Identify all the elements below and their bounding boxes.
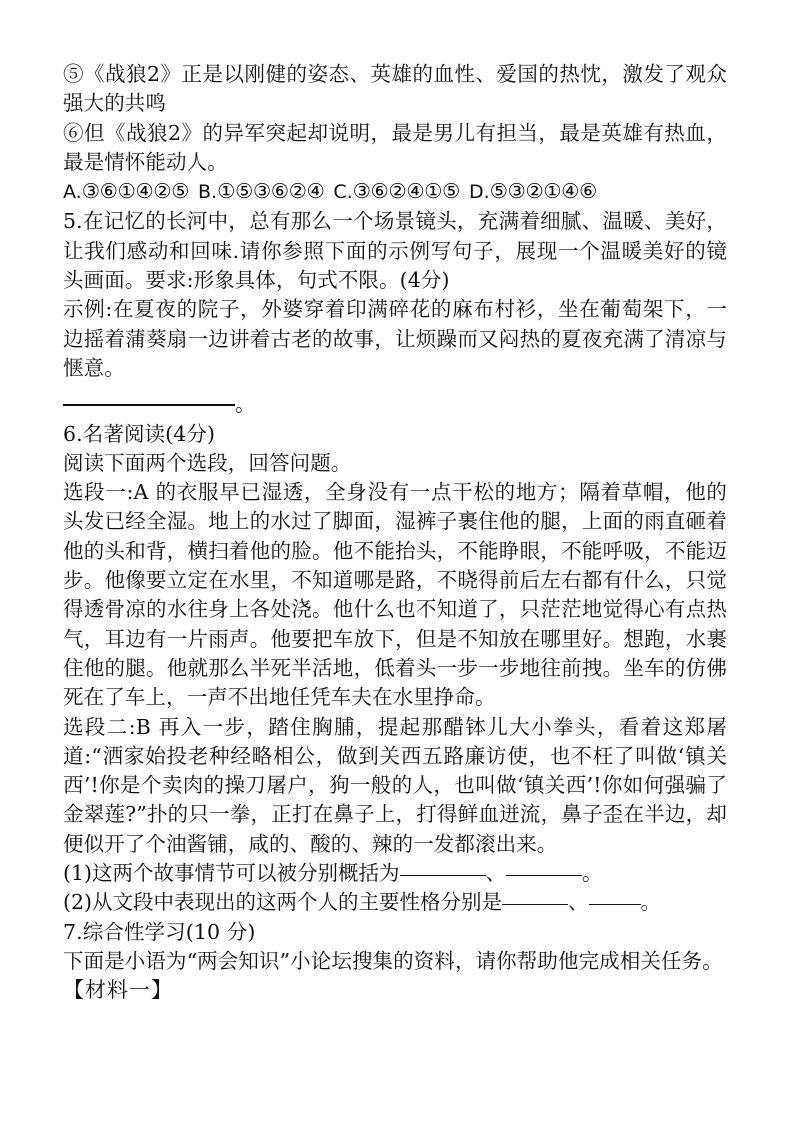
answer-option-d[interactable] [469,179,597,203]
material-one-heading: 【材料一】 [63,978,173,1003]
sentence-item-5: ⑤《战狼2》正是以刚健的姿态、英雄的血性、爱国的热忱，激发了观众强大的共鸣 [63,62,727,116]
answer-option-b-label: B. [197,181,218,204]
answer-blank-rule[interactable] [63,404,235,406]
question-6-sub-1-period: 。 [582,861,603,886]
answer-option-c[interactable] [333,179,460,203]
question-6-sub-1-blank-2[interactable] [506,875,582,876]
question-6-sub-1-separator: 、 [485,861,507,886]
question-6-sub-1-text: (1)这两个故事情节可以被分别概括为 [63,861,400,886]
answer-option-d-value: ⑤③②①④⑥ [489,179,597,204]
question-6-sub-2-period: 。 [640,890,662,915]
question-5-answer-line[interactable] [63,390,727,419]
answer-option-d-label: D. [468,181,490,204]
question-6-sub-2-blank-1[interactable] [502,904,568,905]
spacer-before-answer-line [63,383,727,390]
question-6-instruction: 阅读下面两个选段，回答问题。 [63,450,352,475]
answer-option-a-value: ③⑥①④②⑤ [81,179,189,204]
question-7-instruction: 下面是小语为“两会知识”小论坛搜集的资料，请你帮助他完成相关任务。 [63,948,723,973]
question-5-example: 示例:在夏夜的院子，外婆穿着印满碎花的麻布村衫，坐在葡萄架下，一边摇着蒲葵扇一边讲着古老的故事，让烦躁而又闷热的夏夜充满了清凉与惬意。 [63,297,727,380]
question-6-sub-2-text: (2)从文段中表现出的这两个人的主要性格分别是 [63,890,503,915]
question-5-stem: 5.在记忆的长河中，总有那么一个场景镜头，充满着细腻、温暖、美好，让我们感动和回味.请你参照下面的示例写句子，展现一个温暖美好的镜头画面。要求:形象具体，句式不限。(4分) [63,209,727,293]
answer-option-c-value: ③⑥②④①⑤ [352,179,460,204]
passage-one: 选段一:A 的衣服早已湿透，全身没有一点干松的地方；隔着草帽，他的头发已经全湿。地上的水过了脚面，湿裤子裹住他的腿，上面的雨直砸着他的头和背，横扫着他的脸。他不能抬头，不能睁眼，不能呼吸，不能迈步。他像要立定在水里，不知道哪是路，不晓得前后左右都有什么，只觉得透骨凉的水往身上各处浇。他什么也不知道了，只茫茫地觉得心有点热气，耳边有一片雨声。他要把车放下，但是不知放在哪里好。想跑，水裹住他的腿。他就那么半死半活地，低着头一步一步地往前拽。坐车的仿佛死在了车上，一声不出地任凭车夫在水里挣命。 [63,480,727,710]
page-content [63,60,727,1006]
question-6-sub-2-blank-2[interactable] [589,904,641,905]
question-6-sub-1-blank-1[interactable] [400,875,486,876]
answer-options-row [63,177,727,207]
answer-line-punctuation: 。 [235,392,256,417]
question-6-sub-2 [63,888,727,917]
answer-option-b-value: ①⑤③⑥②④ [217,179,325,204]
sentence-item-6: ⑥但《战狼2》的异军突起却说明，最是男儿有担当，最是英雄有热血，最是情怀能动人。 [63,120,727,174]
answer-option-b[interactable] [198,179,324,203]
answer-option-a-label: A. [63,181,82,204]
answer-option-a[interactable] [63,179,189,203]
answer-option-c-label: C. [333,181,353,204]
question-6-title: 6.名著阅读(4分) [63,421,216,446]
question-6-sub-1 [63,859,727,888]
question-6-sub-2-separator: 、 [568,890,589,915]
question-7-title: 7.综合性学习(10 分) [63,919,256,944]
passage-two: 选段二:B 再入一步，踏住胸脯，提起那醋钵儿大小拳头，看着这郑屠道:“洒家始投老种经略相公，做到关西五路廉访使，也不枉了叫做‘镇关西’!你是个卖肉的操刀屠户，狗一般的人，也叫做‘镇关西’!你如何强骗了金翠莲?”扑的只一拳，正打在鼻子上，打得鲜血迸流，鼻子歪在半边，却便似开了个油酱铺，咸的、酸的、辣的一发都滚出来。 [63,714,727,856]
